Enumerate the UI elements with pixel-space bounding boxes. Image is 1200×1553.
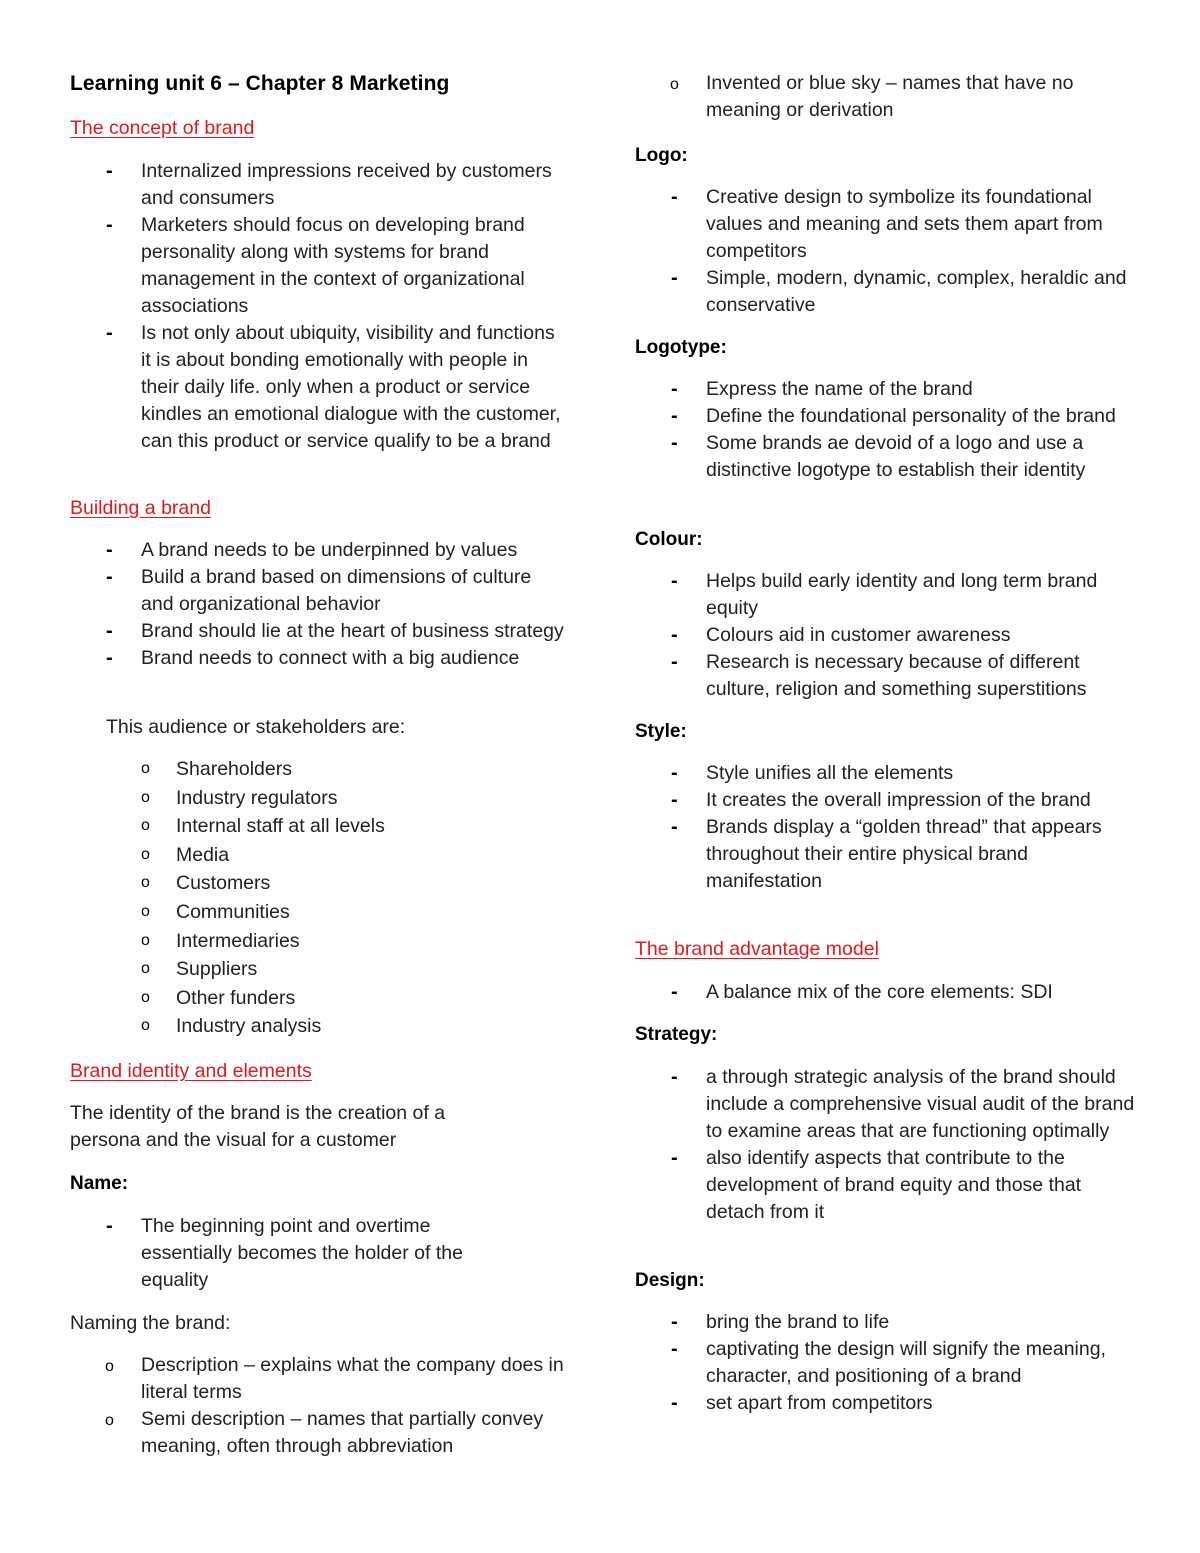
list-item: - Helps build early identity and long term brand equity bbox=[671, 570, 1098, 619]
logotype-heading: Logotype: bbox=[635, 337, 727, 358]
section-heading-advantage: The brand advantage model bbox=[635, 938, 879, 960]
list-item: - set apart from competitors bbox=[671, 1392, 933, 1414]
identity-intro: The identity of the brand is the creation of a persona and the visual for a customer bbox=[70, 1102, 446, 1151]
logo-list bbox=[671, 184, 1136, 319]
strategy-list bbox=[671, 1064, 1136, 1226]
style-list bbox=[671, 760, 1136, 895]
list-item: o Internal staff at all levels bbox=[141, 815, 385, 838]
list-item: o Industry regulators bbox=[141, 786, 338, 809]
list-item: - Is not only about ubiquity, visibility and functions it is about bonding emotionally with people in their daily life. only when a product or service kindles an emotional dialogue with the customer, can this product or service qualify to be a brand bbox=[106, 322, 561, 452]
colour-list bbox=[671, 568, 1136, 703]
list-item: o Invented or blue sky – names that have no meaning or derivation bbox=[670, 72, 1074, 121]
list-item: - Define the foundational personality of the brand bbox=[671, 405, 1116, 427]
list-item: o Semi description – names that partially convey meaning, often through abbreviation bbox=[105, 1408, 544, 1457]
list-item: - also identify aspects that contribute to the development of brand equity and those that detach from it bbox=[671, 1147, 1082, 1223]
advantage-list bbox=[671, 979, 1136, 1006]
list-item: - a through strategic analysis of the brand should include a comprehensive visual audit of the brand to examine areas that are functioning optimally bbox=[671, 1066, 1135, 1142]
list-item: - Simple, modern, dynamic, complex, heraldic and conservative bbox=[671, 267, 1127, 316]
list-item: o Intermediaries bbox=[141, 929, 300, 952]
strategy-heading: Strategy: bbox=[635, 1024, 718, 1045]
design-list bbox=[671, 1309, 1106, 1417]
list-item: - Express the name of the brand bbox=[671, 378, 973, 400]
naming-list bbox=[105, 1352, 566, 1460]
list-item: - Brand needs to connect with a big audience bbox=[106, 647, 520, 669]
name-heading: Name: bbox=[70, 1173, 129, 1194]
section-heading-identity: Brand identity and elements bbox=[70, 1060, 312, 1082]
name-list bbox=[106, 1213, 511, 1294]
list-item: o Industry analysis bbox=[141, 1015, 322, 1038]
list-item: - Marketers should focus on developing brand personality along with systems for brand management in the context of organizational associations bbox=[106, 214, 525, 317]
building-list bbox=[106, 537, 566, 672]
list-item: o Communities bbox=[141, 900, 290, 923]
logo-heading: Logo: bbox=[635, 145, 688, 166]
list-item: - bring the brand to life bbox=[671, 1311, 890, 1333]
naming-intro: Naming the brand: bbox=[70, 1312, 231, 1334]
list-item: - A balance mix of the core elements: SDI bbox=[671, 981, 1053, 1003]
stakeholder-list bbox=[141, 755, 566, 1041]
naming-list-continued bbox=[670, 70, 1126, 124]
list-item: - captivating the design will signify the meaning, character, and positioning of a brand bbox=[671, 1338, 1106, 1387]
list-item: - Some brands ae devoid of a logo and use a distinctive logotype to establish their identity bbox=[671, 432, 1086, 481]
section-heading-building: Building a brand bbox=[70, 497, 211, 519]
page-title: Learning unit 6 – Chapter 8 Marketing bbox=[70, 72, 450, 95]
list-item: o Customers bbox=[141, 872, 271, 895]
list-item: - Creative design to symbolize its foundational values and meaning and sets them apart from competitors bbox=[671, 186, 1103, 262]
logotype-list bbox=[671, 376, 1136, 484]
audience-intro: This audience or stakeholders are: bbox=[106, 716, 406, 738]
list-item: - Internalized impressions received by customers and consumers bbox=[106, 160, 552, 209]
list-item: - Brands display a “golden thread” that appears throughout their entire physical brand manifestation bbox=[671, 816, 1102, 892]
list-item: - A brand needs to be underpinned by values bbox=[106, 539, 518, 561]
list-item: - Build a brand based on dimensions of culture and organizational behavior bbox=[106, 566, 532, 615]
concept-list bbox=[106, 158, 566, 455]
list-item: o Suppliers bbox=[141, 958, 258, 981]
list-item: - Brand should lie at the heart of business strategy bbox=[106, 620, 564, 642]
list-item: - Style unifies all the elements bbox=[671, 762, 954, 784]
section-heading-concept: The concept of brand bbox=[70, 117, 255, 139]
colour-heading: Colour: bbox=[635, 529, 703, 550]
list-item: - It creates the overall impression of the brand bbox=[671, 789, 1091, 811]
list-item: - Colours aid in customer awareness bbox=[671, 624, 1011, 646]
list-item: - The beginning point and overtime essentially becomes the holder of the equality bbox=[106, 1215, 463, 1291]
list-item: o Description – explains what the company does in literal terms bbox=[105, 1354, 564, 1403]
list-item: o Other funders bbox=[141, 986, 296, 1009]
list-item: - Research is necessary because of different culture, religion and something superstitions bbox=[671, 651, 1087, 700]
list-item: o Media bbox=[141, 843, 230, 866]
list-item: o Shareholders bbox=[141, 758, 292, 780]
style-heading: Style: bbox=[635, 721, 687, 742]
design-heading: Design: bbox=[635, 1270, 705, 1291]
